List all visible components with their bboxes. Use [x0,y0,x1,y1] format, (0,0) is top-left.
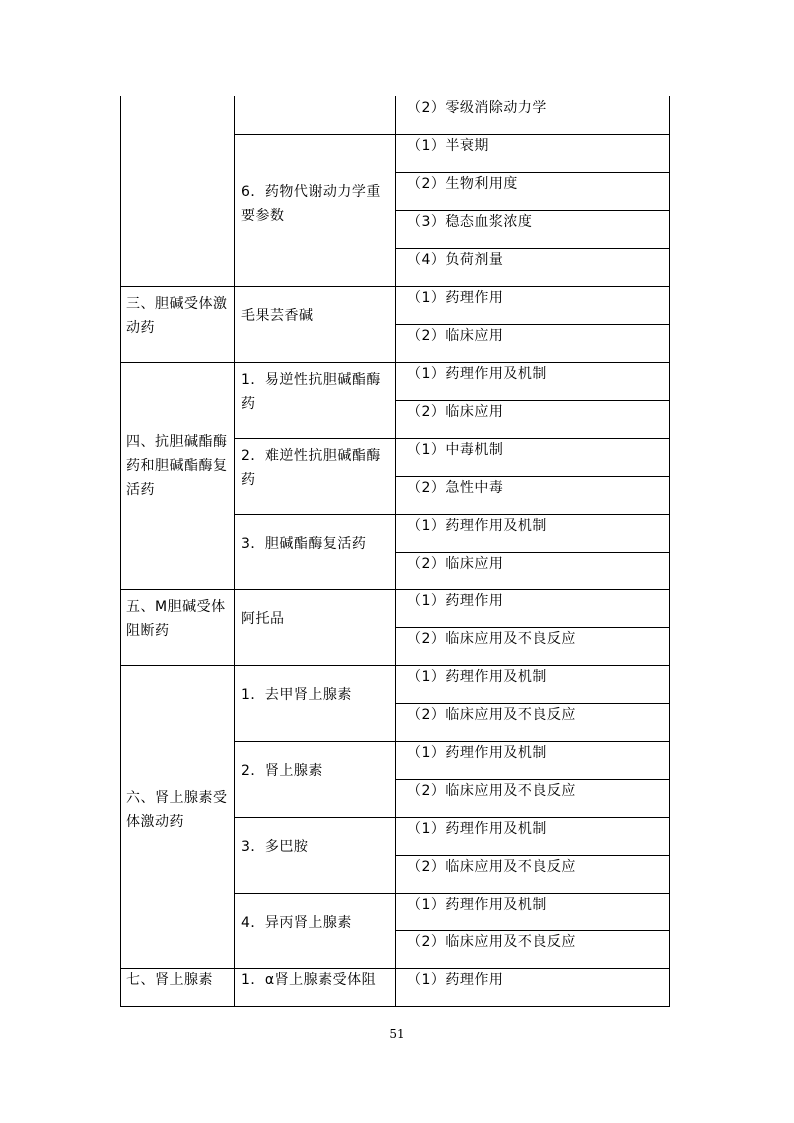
subtopic-cell: （2）临床应用 [407,404,504,420]
subtopic-cell: （1）药理作用及机制 [407,669,547,685]
subtopic-cell: （1）药理作用及机制 [407,366,547,382]
topic-cell: 6．药物代谢动力学重要参数 [241,184,381,224]
subtopic-cell: （1）药理作用及机制 [407,821,547,837]
subtopic-cell: （1）药理作用 [407,972,504,988]
subtopic-cell: （1）中毒机制 [407,442,504,458]
page-number: 51 [389,1027,405,1041]
topic-cell: 2．难逆性抗胆碱酯酶药 [241,448,381,488]
topic-cell: 4．异丙肾上腺素 [241,915,352,931]
chapter-cell: 六、肾上腺素受体激动药 [126,790,228,830]
table-rule [234,96,235,1007]
subtopic-cell: （2）临床应用及不良反应 [407,783,576,799]
subtopic-cell: （2）临床应用 [407,328,504,344]
subtopic-cell: （3）稳态血浆浓度 [407,214,533,230]
subtopic-cell: （4）负荷剂量 [407,252,504,268]
topic-cell: 毛果芸香碱 [241,308,314,324]
outline-table [120,96,670,1007]
table-rule [120,96,121,1007]
chapter-cell: 三、胆碱受体激动药 [126,296,228,336]
chapter-cell: 四、抗胆碱酯酶药和胆碱酯酶复活药 [126,434,228,498]
subtopic-cell: （1）半衰期 [407,138,489,154]
subtopic-cell: （1）药理作用 [407,593,504,609]
topic-cell: 2．肾上腺素 [241,763,323,779]
subtopic-cell: （2）临床应用及不良反应 [407,707,576,723]
topic-cell: 1．易逆性抗胆碱酯酶药 [241,372,381,412]
subtopic-cell: （2）临床应用 [407,556,504,572]
topic-cell: 阿托品 [241,611,285,627]
topic-cell: 3．多巴胺 [241,839,309,855]
subtopic-cell: （2）临床应用及不良反应 [407,859,576,875]
topic-cell: 1．去甲肾上腺素 [241,687,352,703]
table-rule [395,96,396,1007]
subtopic-cell: （2）急性中毒 [407,480,504,496]
subtopic-cell: （2）零级消除动力学 [407,100,547,116]
chapter-cell: 七、肾上腺素 [126,972,213,988]
subtopic-cell: （2）临床应用及不良反应 [407,631,576,647]
subtopic-cell: （1）药理作用及机制 [407,897,547,913]
topic-cell: 1．α肾上腺素受体阻 [241,972,377,988]
table-rule [669,96,670,1007]
chapter-cell: 五、M胆碱受体阻断药 [126,599,226,639]
subtopic-cell: （1）药理作用及机制 [407,745,547,761]
subtopic-cell: （2）生物利用度 [407,176,518,192]
subtopic-cell: （1）药理作用及机制 [407,518,547,534]
topic-cell: 3．胆碱酯酶复活药 [241,536,367,552]
subtopic-cell: （1）药理作用 [407,290,504,306]
subtopic-cell: （2）临床应用及不良反应 [407,934,576,950]
table-rule [234,134,395,135]
